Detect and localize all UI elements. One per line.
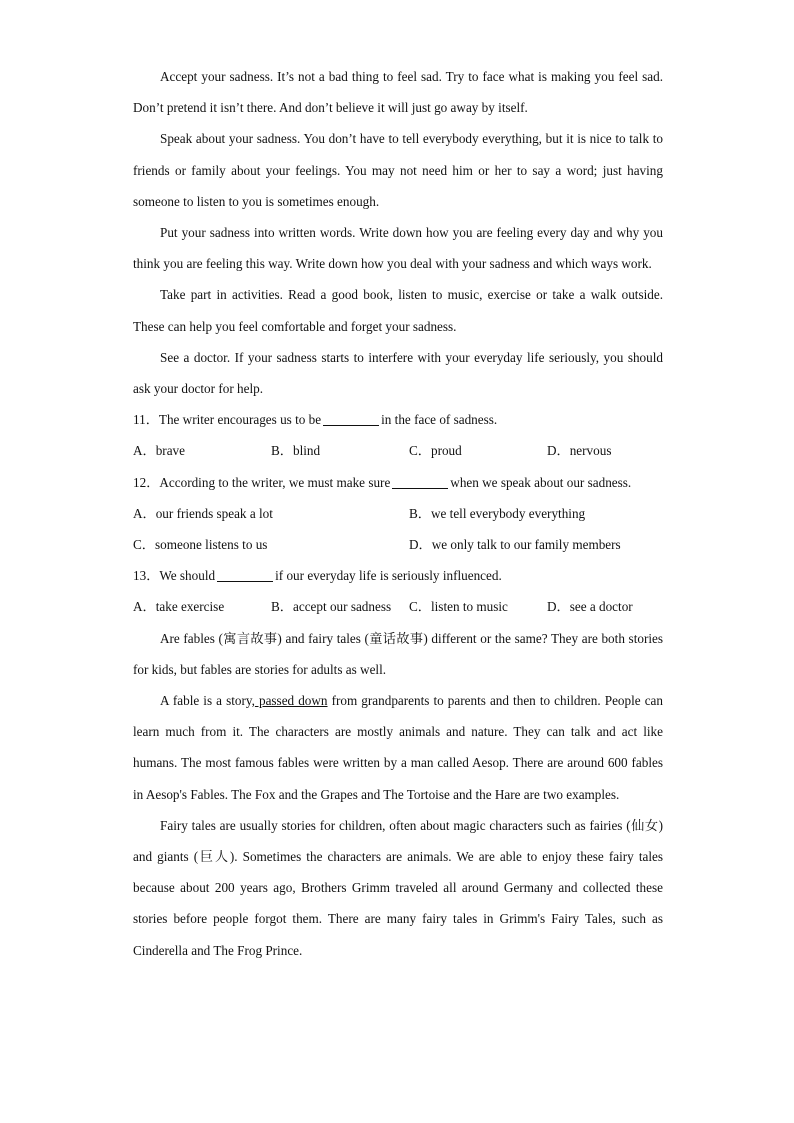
question-11 <box>133 404 663 435</box>
paragraph-fairy-tales: Fairy tales are usually stories for children, often about magic characters such as fairies (仙女) and giants (巨人). Sometimes the characters are animals. We are able to enjoy these fairy tales because about 200 years ago, Brothers Grimm traveled all around Germany and collected these stories before people forgot them. There are many fairy tales in Grimm's Fairy Tales, such as Cinderella and The Frog Prince. <box>133 817 663 958</box>
option-a: A．our friends speak a lot <box>133 505 273 521</box>
question-12-options-row-1 <box>133 498 663 529</box>
paragraph-fable-definition <box>133 685 663 810</box>
answer-blank <box>392 474 448 489</box>
option-c: C．proud <box>409 443 462 459</box>
question-12-stem: 12．According to the writer, we must make sure <box>133 474 391 490</box>
option-b: B．we tell everybody everything <box>409 505 586 521</box>
option-a: A．brave <box>133 443 185 459</box>
option-c: C．listen to music <box>409 599 508 615</box>
question-12-options-row-2 <box>133 529 663 560</box>
question-13-options <box>133 591 663 622</box>
paragraph-speak-about-sadness: Speak about your sadness. You don’t have to tell everybody everything, but it is nice to talk to friends or family about your feelings. You may not need him or her to say a word; just having someone to listen to you is sometimes enough. <box>133 131 663 209</box>
option-b: B．accept our sadness <box>271 599 392 615</box>
fable-text-start: A fable is a story, <box>160 693 255 709</box>
paragraph-see-doctor: See a doctor. If your sadness starts to interfere with your everyday life seriously, you should ask your doctor for help. <box>133 349 663 397</box>
option-a: A．take exercise <box>133 599 225 615</box>
question-12 <box>133 467 663 498</box>
paragraph-written-words: Put your sadness into written words. Write down how you are feeling every day and why you think you are feeling this way. Write down how you deal with your sadness and which ways work. <box>133 225 663 272</box>
paragraph-fables-vs-fairy-tales: Are fables (寓言故事) and fairy tales (童话故事) different or the same? They are both stories for kids, but fables are stories for adults as well. <box>133 630 663 677</box>
option-d: D．nervous <box>547 443 612 459</box>
option-c: C．someone listens to us <box>133 537 268 553</box>
answer-blank <box>217 567 273 582</box>
option-d: D．we only talk to our family members <box>409 537 621 553</box>
option-d: D．see a doctor <box>547 599 633 615</box>
question-11-stem: 11．The writer encourages us to be <box>133 412 322 428</box>
question-12-stem-end: when we speak about our sadness. <box>450 474 632 490</box>
question-11-options <box>133 435 663 466</box>
option-b: B．blind <box>271 443 321 459</box>
underlined-phrase: passed down <box>254 693 328 709</box>
question-11-stem-end: in the face of sadness. <box>381 412 498 428</box>
question-13 <box>133 560 663 591</box>
paragraph-activities: Take part in activities. Read a good book, listen to music, exercise or take a walk outside. These can help you feel comfortable and forget your sadness. <box>133 287 663 334</box>
answer-blank <box>323 411 379 426</box>
paragraph-accept-sadness: Accept your sadness. It’s not a bad thing to feel sad. Try to face what is making you feel sad. Don’t pretend it isn’t there. And don’t believe it will just go away by itself. <box>133 69 663 116</box>
document-page <box>133 61 663 966</box>
question-13-stem-end: if our everyday life is seriously influenced. <box>275 568 502 584</box>
fable-text-rest: from grandparents to parents and then to children. People can learn much from it. The characters are mostly animals and nature. They can talk and act like humans. The most famous fables were written by a man called Aesop. There are around 600 fables in Aesop's Fables. The Fox and the Grapes and The Tortoise and the Hare are two examples. <box>133 693 663 802</box>
question-13-stem: 13．We should <box>133 568 216 584</box>
